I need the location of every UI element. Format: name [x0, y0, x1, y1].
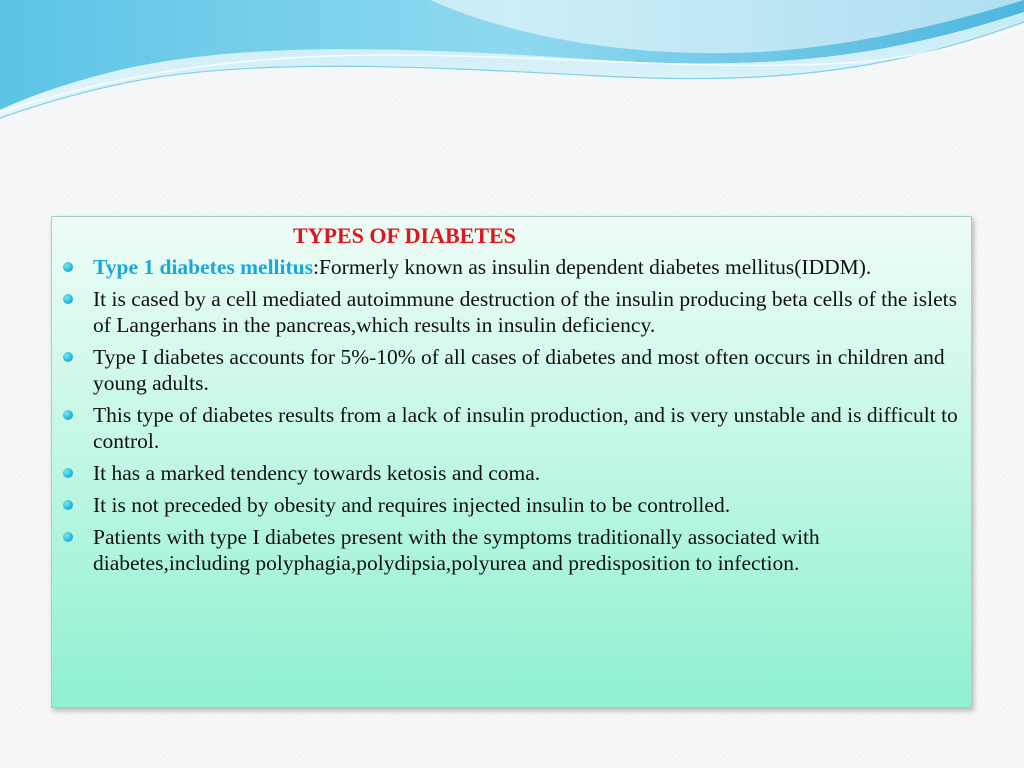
bullet-list	[60, 254, 960, 582]
bullet-dot-icon	[63, 500, 73, 510]
bullet-highlight: Type 1 diabetes mellitus	[93, 255, 313, 279]
bullet-dot-icon	[63, 532, 73, 542]
bullet-dot-icon	[63, 294, 73, 304]
header-wave-decoration	[0, 0, 1024, 130]
bullet-text: Type I diabetes accounts for 5%-10% of all cases of diabetes and most often occurs in children and young adults.	[93, 345, 945, 395]
bullet-item	[60, 524, 960, 576]
bullet-item	[60, 492, 960, 518]
bullet-item	[60, 344, 960, 396]
bullet-item	[60, 460, 960, 486]
bullet-dot-icon	[63, 468, 73, 478]
bullet-text: This type of diabetes results from a lack of insulin production, and is very unstable and is difficult to control.	[93, 403, 958, 453]
bullet-item	[60, 402, 960, 454]
bullet-text: It is not preceded by obesity and requires injected insulin to be controlled.	[93, 493, 731, 517]
content-box	[51, 216, 972, 708]
bullet-dot-icon	[63, 410, 73, 420]
slide-title: TYPES OF DIABETES	[293, 223, 516, 248]
bullet-item	[60, 254, 960, 280]
bullet-text: Patients with type I diabetes present with the symptoms traditionally associated with diabetes,including polyphagia,polydipsia,polyurea and predisposition to infection.	[93, 525, 820, 575]
bullet-dot-icon	[63, 352, 73, 362]
bullet-item	[60, 286, 960, 338]
bullet-text: It is cased by a cell mediated autoimmune destruction of the insulin producing beta cells of the islets of Langerhans in the pancreas,which results in insulin deficiency.	[93, 287, 957, 337]
bullet-text: It has a marked tendency towards ketosis and coma.	[93, 461, 541, 485]
bullet-dot-icon	[63, 262, 73, 272]
bullet-text: :Formerly known as insulin dependent diabetes mellitus(IDDM).	[312, 255, 872, 279]
